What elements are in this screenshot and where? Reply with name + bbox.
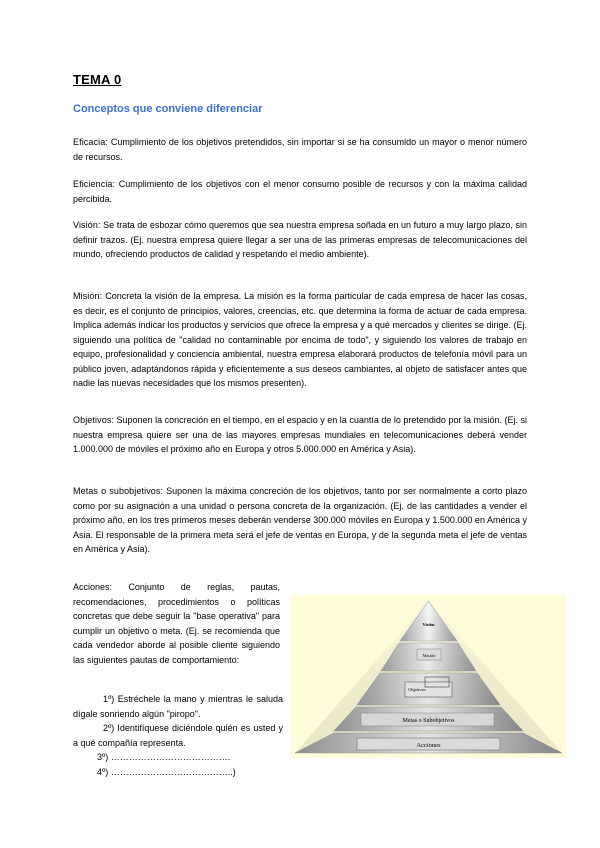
step-item: 1º) Estréchele la mano y mientras le saluda dígale sonriendo algún "piropo". bbox=[73, 694, 283, 719]
term-objetivos: Objetivos: bbox=[73, 415, 115, 425]
step-item: 3º) …………………………………. bbox=[97, 752, 231, 762]
definition-vision bbox=[73, 218, 527, 262]
text-eficacia: Cumplimiento de los objetivos pretendidos, sin importar si se ha consumido un mayor o menor número de recursos. bbox=[73, 137, 527, 162]
definition-metas bbox=[73, 484, 527, 557]
text-acciones: Conjunto de reglas, pautas, recomendaciones, procedimientos o políticas concretas que debe seguir la "base operativa" para cumplir un objetivo o meta. (Ej. se recomienda que cada vendedor aborde al posible cliente siguiendo las siguientes pautas de comportamiento: bbox=[73, 582, 280, 665]
definition-objetivos bbox=[73, 413, 527, 457]
text-vision: Se trata de esbozar cómo queremos que sea nuestra empresa soñada en un futuro a muy largo plazo, sin definir trazos. (Ej. nuestra empresa quiere llegar a ser una de las primeras empresas de telecomunicaciones del mundo, ofreciendo productos de calidad y respetando el medio ambiente). bbox=[73, 220, 527, 259]
pyramid-label-vision: Visión bbox=[422, 622, 435, 627]
text-metas: Suponen la máxima concreción de los objetivos, tanto por ser normalmente a corto plazo como por su asignación a una unidad o persona concreta de la organización. (Ej. de las cantidades a vender el próximo año, en los tres primeros meses deberán venderse 300.000 móviles en Europa y 1.500.000 en América y Asia. El responsable de la primera meta será el jefe de ventas en Europa, y de la segunda meta el jefe de ventas en América y Asia). bbox=[73, 486, 527, 554]
step-item: 2º) Identifíquese diciéndole quién es usted y a qué compañía representa. bbox=[73, 723, 283, 748]
pyramid-diagram bbox=[291, 595, 566, 758]
term-eficiencia: Eficiencia: bbox=[73, 179, 116, 189]
term-vision: Visión: bbox=[73, 220, 101, 230]
definition-eficacia bbox=[73, 135, 527, 164]
step-item: 4º) …………………………………..) bbox=[97, 766, 236, 777]
steps-list bbox=[73, 692, 283, 779]
pyramid-figure bbox=[291, 595, 566, 758]
pyramid-label-objetivos: Objetivos bbox=[408, 687, 426, 692]
pyramid-label-mision: Misión bbox=[422, 653, 436, 658]
term-mision: Misión: bbox=[73, 291, 103, 301]
term-acciones: Acciones: bbox=[73, 582, 113, 592]
pyramid-label-metas: Metas o Subobjetivos bbox=[402, 718, 455, 724]
term-metas: Metas o subobjetivos: bbox=[73, 486, 164, 496]
definition-acciones bbox=[73, 580, 280, 667]
definition-eficiencia bbox=[73, 177, 527, 206]
section-heading: Conceptos que conviene diferenciar bbox=[73, 103, 263, 115]
definition-mision bbox=[73, 289, 527, 391]
text-objetivos: Suponen la concreción en el tiempo, en el espacio y en la cuantía de lo pretendido por la misión. (Ej. si nuestra empresa quiere ser una de las mayores empresas mundiales en telecomunicaciones deberá vender 1.000.000 de móviles el próximo año en Europa y otros 5.000.000 en América y Asia). bbox=[73, 415, 527, 454]
document-title: TEMA 0 bbox=[73, 72, 122, 87]
text-eficiencia: Cumplimiento de los objetivos con el menor consumo posible de recursos y con la máxima calidad percibida. bbox=[73, 179, 527, 204]
term-eficacia: Eficacia: bbox=[73, 137, 108, 147]
pyramid-label-acciones: Acciones bbox=[416, 742, 441, 749]
text-mision: Concreta la visión de la empresa. La misión es la forma particular de cada empresa de hacer las cosas, es decir, es el conjunto de principios, valores, creencias, etc. que determina la forma de actuar de cada empresa. Implica además indicar los productos y servicios que ofrece la empresa y a qué mercados y clientes se dirige. (Ej. siguiendo una política de "calidad no contaminable por encima de todo", y siguiendo los valores de trabajo en equipo, profesionalidad y conciencia ambiental, nuestra empresa elaborará productos de telefonía móvil para un público joven, adaptándonos rápida y eficientemente a sus deseos cambiantes, al objeto de satisfacer antes que nadie las nuevas necesidades que los mismos presenten). bbox=[73, 291, 527, 388]
